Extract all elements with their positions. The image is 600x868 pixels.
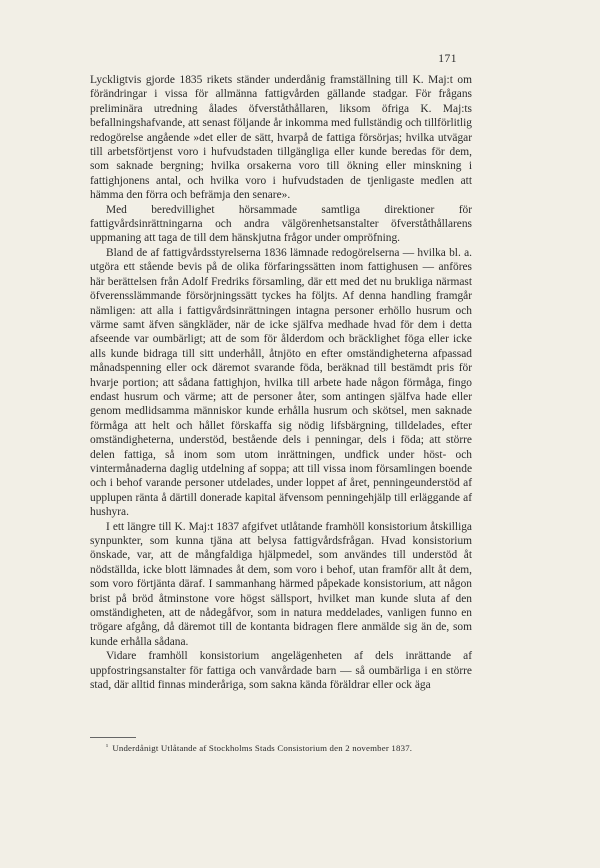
paragraph-4: I ett längre till K. Maj:t 1837 afgifvet utlåtande framhöll konsistorium åtskilliga synpunkter, som kunna tjäna att belysa fattigvårdsfrågan. Hvad konsistorium önskade, var, att de mångfaldiga hjälpmedel, som användes till understöd åt nödställda, icke blott lämnades åt dem, som voro i behof, utan framför allt åt dem, som voro förtjänta däraf. I sammanhang härmed påpekade konsistorium, att någon brist på bröd åtminstone vore högst sällsport, hvilket man kunde sluta af den omständigheten, att de nådegåfvor, som in natura meddelades, vanligen funno en trögare afgång, då däremot till de kontanta bidragen flere anmälde sig än de, som kunde erhålla sådana. <box>90 520 472 648</box>
footnote-marker: ¹ <box>106 743 109 751</box>
paragraph-1: Lyckligtvis gjorde 1835 rikets ständer underdånig framställning till K. Maj:t om förändringar i vissa för allmänna fattigvården gällande stadgar. För frågans preliminära utredning ålades öfverståthållaren, liksom öfriga K. Maj:ts befallningshafvande, att senast följande år inkomma med fullständig och tillförlitlig redogörelse angående »det eller de sätt, hvarpå de fattiga försörjas; hvilka utvägar till arbetsförtjenst voro i hufvudstaden tillgängliga eller kunde beredas för dem, som saknade bergning; hvilka orsakerna voro till ökning eller minskning i fattighjonens antal, och hvilka voro i hufvudstaden de tjenligaste medlen att hämma den förra och befrämja den senare». <box>90 74 472 202</box>
footnote-divider <box>90 737 136 738</box>
page-number: 171 <box>438 53 457 65</box>
paragraph-5: Vidare framhöll konsistorium angelägenheten af dels inrättande af uppfostringsanstalter för fattiga och vanvårdade barn — så oumbärliga i en större stad, där alltid finnas minderåriga, som sakna kända föräldrar eller ock äga <box>90 650 472 692</box>
paragraph-2: Med beredvillighet hörsammade samtliga direktioner för fattigvårdsinrättningarna och andra välgörenhetsanstalter öfverståthållarens uppmaning att taga de till dem hänskjutna frågor under ompröfning. <box>90 203 472 245</box>
body-text <box>90 73 472 692</box>
paragraph-3: Bland de af fattigvårdsstyrelserna 1836 lämnade redogörelserna — hvilka bl. a. utgöra ett stående bevis på de olika förfaringssätten inom fattighusen — anföres här berättelsen från Adolf Fredriks församling, där ett med det nu brukliga närmast öfverensslämmande försörjningssätt tyckes ha följts. Af denna handling framgår nämligen: att alla i fattigvårdsinrättningen intagna personer erhöllo husrum och värme samt äfven sängkläder, när de icke själfva medhade hvad för dem i detta afseende var oumbärligt; att de som för ålderdom och bräcklighet föga eller icke alls kunde bidraga till sitt underhåll, åtnjöto en efter omständigheterna afpassad månadspenning eller ock däremot svarande föda, beräknad till bestämdt pris för hvarje portion; att sådana fattighjon, hvilka till arbete hade någon förmåga, fingo endast husrum och värme; att de personer åter, som antingen själfva hade eller genom medlidsamma människor kunde erhålla husrum och skötsel, men saknade förmåga att helt och hållet förskaffa sig nödig lifsbärgning, tilldelades, efter omständigheterna, understöd, bestående dels i penningar, dels i föda; att större delen fattiga, så inom som utom inrättningen, undfick under höst- och vintermånaderna daglig utdelning af soppa; att till vissa inom församlingen boende och i behof varande personer utdelades, under loppet af året, penningeunderstöd af upplupen ränta å därtill donerade kapital äfvensom penningehjälp till erläggande af hushyra. <box>90 246 472 519</box>
footnote <box>106 741 476 754</box>
footnote-text: Underdånigt Utlåtande af Stockholms Stads Consistorium den 2 november 1837. <box>112 743 413 753</box>
